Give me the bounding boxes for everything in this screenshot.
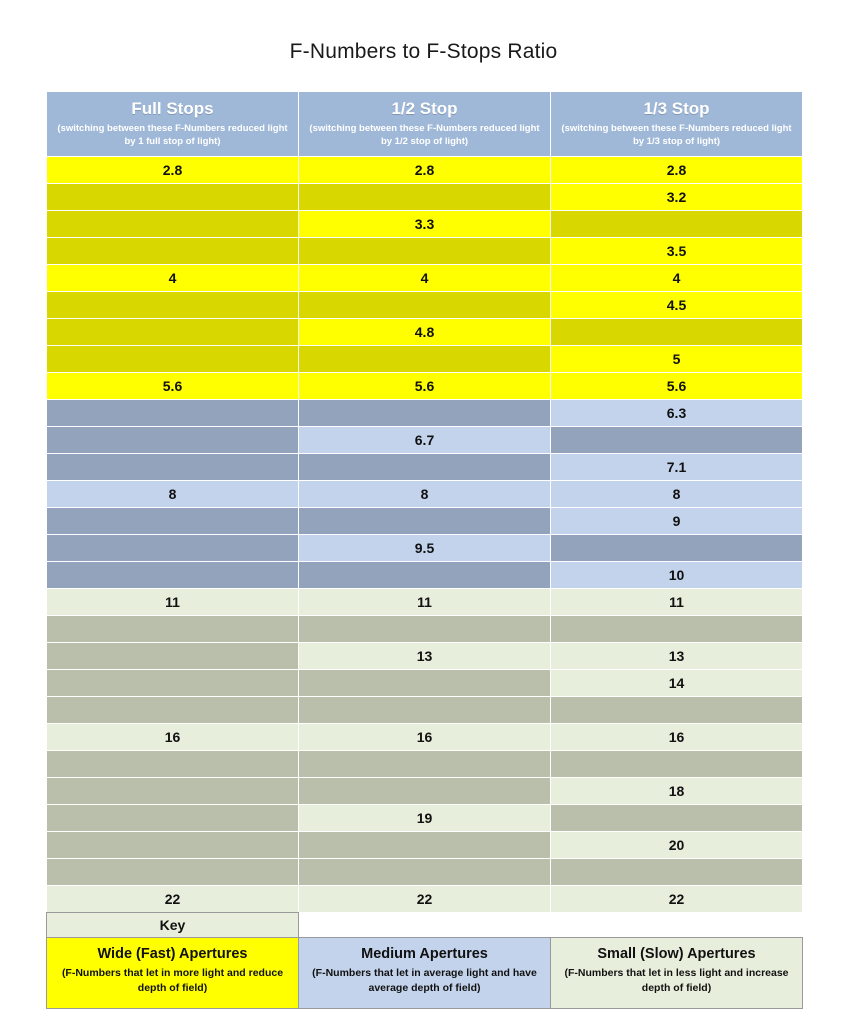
cell-full-stops xyxy=(47,535,299,562)
cell-full-stops xyxy=(47,238,299,265)
cell-full-stops xyxy=(47,319,299,346)
cell-full-stops xyxy=(47,562,299,589)
column-header-subtitle: (switching between these F-Numbers reduced light by 1 full stop of light) xyxy=(57,123,288,147)
table-row xyxy=(47,832,803,859)
table-row xyxy=(47,562,803,589)
cell-third-stop: 10 xyxy=(551,562,803,589)
cell-third-stop: 9 xyxy=(551,508,803,535)
column-header-half-stop xyxy=(299,92,551,157)
table-row xyxy=(47,292,803,319)
cell-full-stops xyxy=(47,643,299,670)
key-item-subtitle: (F-Numbers that let in more light and reduce depth of field) xyxy=(61,967,284,994)
cell-half-stop xyxy=(299,292,551,319)
cell-full-stops xyxy=(47,859,299,886)
table-row xyxy=(47,454,803,481)
column-header-title: Full Stops xyxy=(131,99,214,118)
cell-half-stop xyxy=(299,616,551,643)
cell-third-stop: 4.5 xyxy=(551,292,803,319)
cell-third-stop xyxy=(551,319,803,346)
table-row xyxy=(47,211,803,238)
cell-half-stop xyxy=(299,778,551,805)
cell-third-stop: 14 xyxy=(551,670,803,697)
cell-full-stops xyxy=(47,292,299,319)
table-header xyxy=(47,92,803,157)
cell-third-stop xyxy=(551,697,803,724)
cell-third-stop: 11 xyxy=(551,589,803,616)
header-row xyxy=(47,92,803,157)
key-item-title: Wide (Fast) Apertures xyxy=(97,946,248,962)
cell-half-stop xyxy=(299,346,551,373)
cell-half-stop: 22 xyxy=(299,886,551,913)
table-row xyxy=(47,778,803,805)
cell-half-stop xyxy=(299,400,551,427)
cell-half-stop: 13 xyxy=(299,643,551,670)
table-row xyxy=(47,157,803,184)
cell-third-stop: 4 xyxy=(551,265,803,292)
column-header-full-stops xyxy=(47,92,299,157)
cell-third-stop: 16 xyxy=(551,724,803,751)
table-row xyxy=(47,427,803,454)
table-row xyxy=(47,508,803,535)
cell-third-stop xyxy=(551,751,803,778)
cell-half-stop: 3.3 xyxy=(299,211,551,238)
cell-half-stop xyxy=(299,670,551,697)
cell-half-stop: 11 xyxy=(299,589,551,616)
cell-full-stops xyxy=(47,616,299,643)
cell-half-stop xyxy=(299,832,551,859)
cell-full-stops: 22 xyxy=(47,886,299,913)
key-legend xyxy=(46,912,802,1009)
table-row xyxy=(47,265,803,292)
table-row xyxy=(47,319,803,346)
cell-full-stops: 11 xyxy=(47,589,299,616)
table-row xyxy=(47,481,803,508)
cell-half-stop: 8 xyxy=(299,481,551,508)
cell-half-stop xyxy=(299,454,551,481)
key-table xyxy=(46,912,803,1009)
cell-half-stop: 4.8 xyxy=(299,319,551,346)
cell-third-stop xyxy=(551,211,803,238)
table-row xyxy=(47,697,803,724)
cell-third-stop: 18 xyxy=(551,778,803,805)
table-row xyxy=(47,589,803,616)
cell-full-stops xyxy=(47,751,299,778)
cell-third-stop: 2.8 xyxy=(551,157,803,184)
cell-third-stop: 22 xyxy=(551,886,803,913)
column-header-third-stop xyxy=(551,92,803,157)
key-item-wide-apertures xyxy=(47,938,299,1009)
cell-third-stop: 5 xyxy=(551,346,803,373)
key-label: Key xyxy=(47,913,299,938)
cell-third-stop xyxy=(551,616,803,643)
table-row xyxy=(47,670,803,697)
key-item-title: Small (Slow) Apertures xyxy=(597,946,756,962)
cell-half-stop xyxy=(299,751,551,778)
table-row xyxy=(47,724,803,751)
cell-full-stops xyxy=(47,346,299,373)
table-row xyxy=(47,805,803,832)
cell-full-stops xyxy=(47,670,299,697)
cell-full-stops xyxy=(47,400,299,427)
cell-third-stop: 7.1 xyxy=(551,454,803,481)
cell-half-stop xyxy=(299,184,551,211)
cell-full-stops: 2.8 xyxy=(47,157,299,184)
key-spacer xyxy=(299,913,551,938)
cell-half-stop: 2.8 xyxy=(299,157,551,184)
table-row xyxy=(47,643,803,670)
fstops-table-container xyxy=(46,91,802,913)
cell-half-stop: 5.6 xyxy=(299,373,551,400)
key-spacer xyxy=(551,913,803,938)
column-header-subtitle: (switching between these F-Numbers reduced light by 1/2 stop of light) xyxy=(309,123,540,147)
cell-third-stop: 8 xyxy=(551,481,803,508)
cell-full-stops xyxy=(47,778,299,805)
page-title: F-Numbers to F-Stops Ratio xyxy=(289,40,558,63)
key-item-subtitle: (F-Numbers that let in average light and have average depth of field) xyxy=(312,967,537,994)
cell-full-stops: 16 xyxy=(47,724,299,751)
column-header-subtitle: (switching between these F-Numbers reduced light by 1/3 stop of light) xyxy=(561,123,792,147)
cell-third-stop: 3.5 xyxy=(551,238,803,265)
cell-full-stops xyxy=(47,805,299,832)
cell-third-stop xyxy=(551,859,803,886)
table-row xyxy=(47,400,803,427)
cell-full-stops xyxy=(47,184,299,211)
cell-half-stop xyxy=(299,238,551,265)
table-row xyxy=(47,346,803,373)
cell-third-stop: 6.3 xyxy=(551,400,803,427)
table-row xyxy=(47,859,803,886)
table-body xyxy=(47,157,803,913)
cell-half-stop: 9.5 xyxy=(299,535,551,562)
cell-half-stop xyxy=(299,508,551,535)
cell-half-stop xyxy=(299,859,551,886)
cell-half-stop xyxy=(299,697,551,724)
cell-full-stops: 5.6 xyxy=(47,373,299,400)
table-row xyxy=(47,886,803,913)
cell-half-stop: 6.7 xyxy=(299,427,551,454)
cell-half-stop: 4 xyxy=(299,265,551,292)
cell-third-stop: 3.2 xyxy=(551,184,803,211)
key-item-subtitle: (F-Numbers that let in less light and increase depth of field) xyxy=(564,967,789,994)
cell-full-stops xyxy=(47,427,299,454)
cell-third-stop xyxy=(551,805,803,832)
cell-third-stop xyxy=(551,535,803,562)
cell-third-stop: 5.6 xyxy=(551,373,803,400)
cell-full-stops xyxy=(47,454,299,481)
cell-full-stops: 4 xyxy=(47,265,299,292)
key-item-small-apertures xyxy=(551,938,803,1009)
table-row xyxy=(47,616,803,643)
key-label-row xyxy=(47,913,803,938)
cell-full-stops xyxy=(47,697,299,724)
column-header-title: 1/3 Stop xyxy=(643,99,710,118)
fstops-table xyxy=(46,91,803,913)
table-row xyxy=(47,238,803,265)
column-header-title: 1/2 Stop xyxy=(391,99,458,118)
cell-half-stop: 19 xyxy=(299,805,551,832)
table-row xyxy=(47,184,803,211)
cell-half-stop: 16 xyxy=(299,724,551,751)
key-item-medium-apertures xyxy=(299,938,551,1009)
cell-half-stop xyxy=(299,562,551,589)
cell-full-stops xyxy=(47,832,299,859)
table-row xyxy=(47,535,803,562)
cell-full-stops: 8 xyxy=(47,481,299,508)
cell-full-stops xyxy=(47,211,299,238)
key-items-row xyxy=(47,938,803,1009)
table-row xyxy=(47,373,803,400)
key-item-title: Medium Apertures xyxy=(361,946,488,962)
cell-third-stop: 13 xyxy=(551,643,803,670)
table-row xyxy=(47,751,803,778)
cell-full-stops xyxy=(47,508,299,535)
cell-third-stop xyxy=(551,427,803,454)
cell-third-stop: 20 xyxy=(551,832,803,859)
